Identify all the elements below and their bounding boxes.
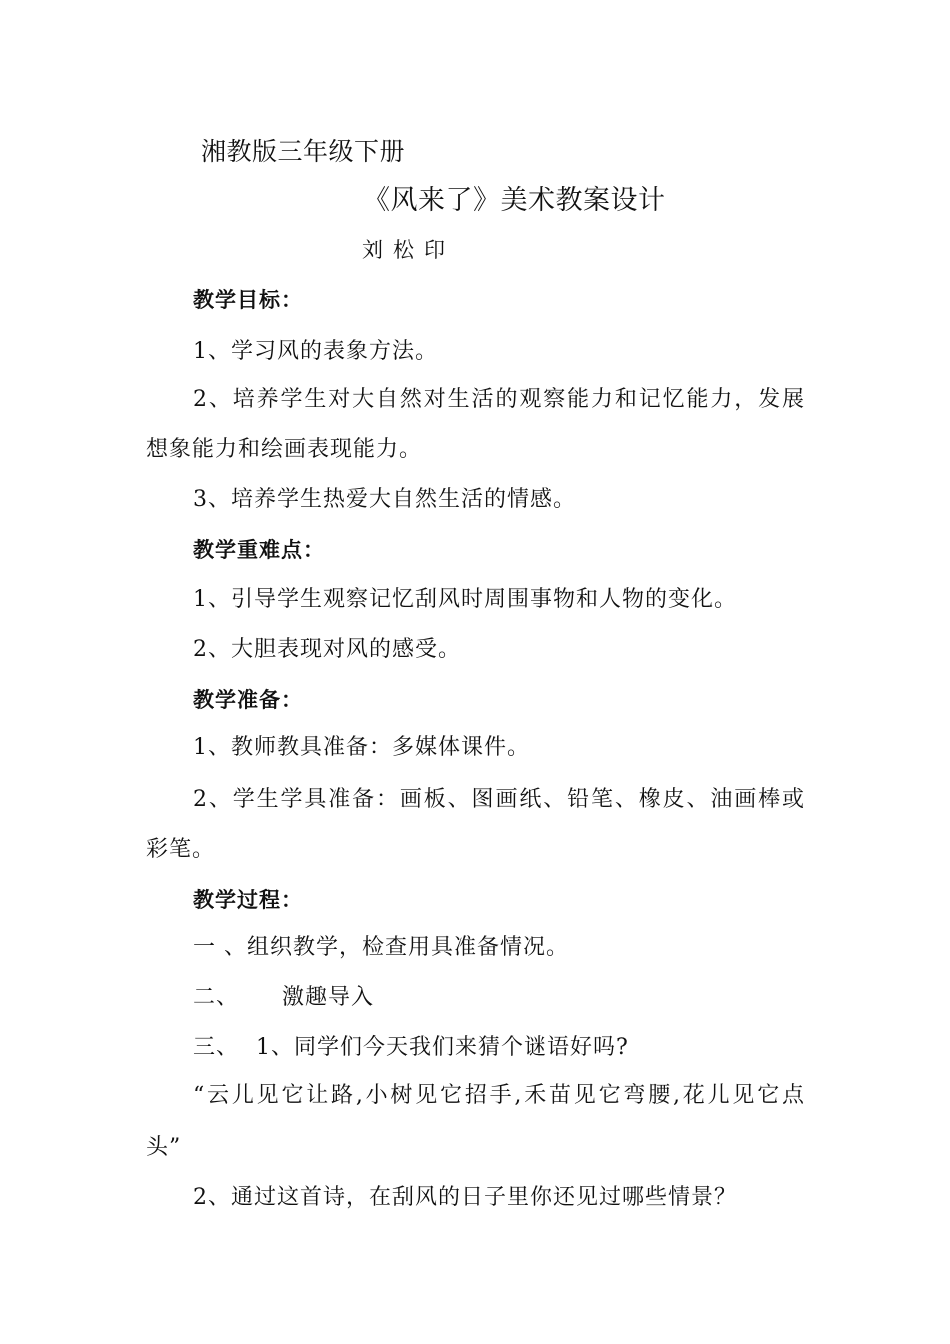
objective-item-3: 3、培养学生热爱大自然生活的情感。	[193, 487, 576, 512]
process-step-1: 一 、组织教学，检查用具准备情况。	[193, 935, 569, 960]
riddle-line-1: “云儿见它让路,小树见它招手,禾苗见它弯腰,花儿见它点	[193, 1083, 805, 1108]
series-title: 湘教版三年级下册	[201, 137, 406, 166]
process-step-2-text: 激趣导入	[282, 985, 375, 1010]
riddle-line-2: 头”	[146, 1135, 182, 1160]
key-point-item-2: 2、大胆表现对风的感受。	[193, 637, 461, 662]
objective-item-2-line-1: 2、培养学生对大自然对生活的观察能力和记忆能力，发展	[193, 387, 805, 412]
process-step-3-text: 1、同学们今天我们来猜个谜语好吗?	[256, 1035, 629, 1060]
objective-item-2-line-2: 想象能力和绘画表现能力。	[146, 437, 423, 462]
process-step-2-number: 二、	[193, 985, 240, 1010]
key-point-item-1: 1、引导学生观察记忆刮风时周围事物和人物的变化。	[193, 587, 737, 612]
process-question: 2、通过这首诗，在刮风的日子里你还见过哪些情景？	[193, 1185, 737, 1210]
preparation-item-1: 1、教师教具准备：多媒体课件。	[193, 735, 530, 760]
preparation-item-2-line-2: 彩笔。	[146, 837, 216, 862]
objectives-heading: 教学目标：	[193, 288, 303, 312]
objective-item-1: 1、学习风的表象方法。	[193, 339, 438, 364]
author-name: 刘松印	[362, 238, 455, 262]
document-title: 《风来了》美术教案设计	[363, 185, 666, 216]
key-points-heading: 教学重难点：	[193, 538, 325, 562]
process-step-3-number: 三、	[193, 1035, 240, 1060]
preparation-heading: 教学准备：	[193, 688, 303, 712]
preparation-item-2-line-1: 2、学生学具准备：画板、图画纸、铅笔、橡皮、油画棒或	[193, 787, 805, 812]
process-heading: 教学过程：	[193, 888, 303, 912]
